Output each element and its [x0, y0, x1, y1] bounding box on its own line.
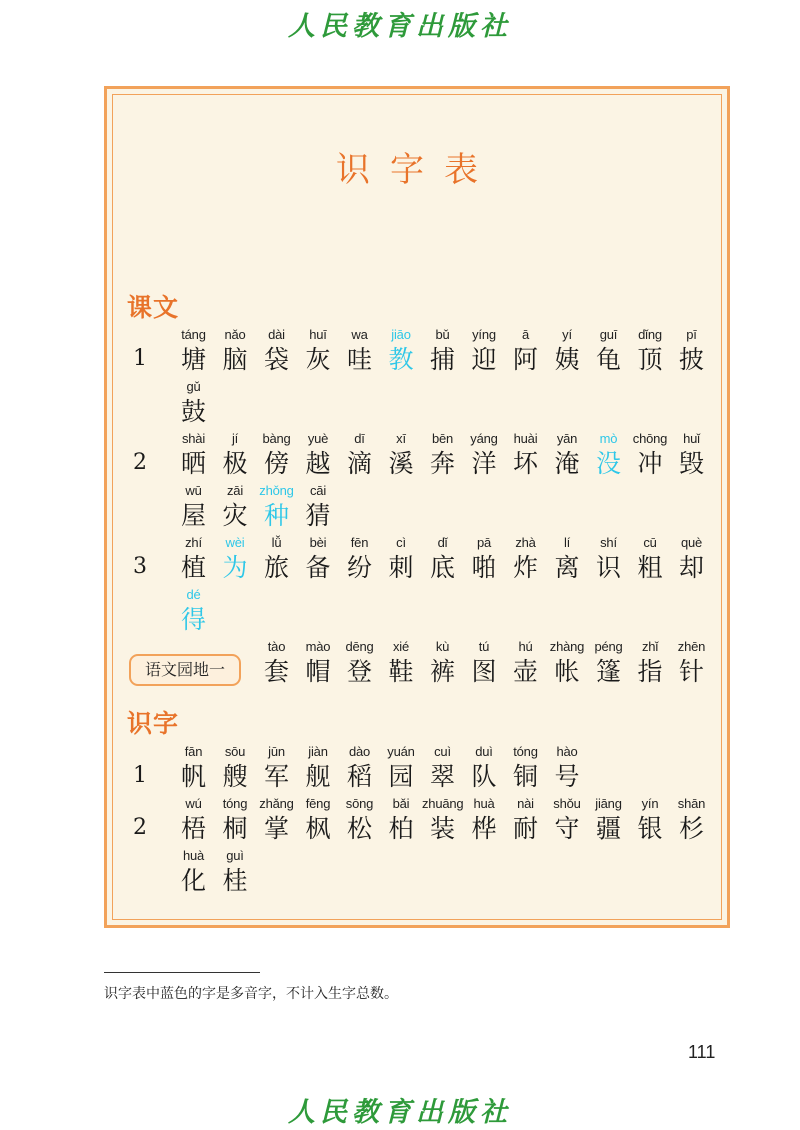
hanzi: 套 — [263, 657, 289, 686]
hanzi: 刺 — [388, 553, 414, 582]
pinyin: zhēn — [677, 639, 706, 654]
pinyin: zhí — [185, 535, 202, 550]
hanzi: 屋 — [180, 501, 206, 530]
pinyin: ā — [521, 327, 530, 342]
character-cell — [505, 744, 546, 794]
pinyin: mò — [599, 431, 618, 446]
pinyin: què — [680, 535, 703, 550]
publisher-footer: 人民教育出版社 — [288, 1097, 512, 1128]
garden-row — [0, 639, 800, 691]
character-cell — [547, 744, 588, 794]
character-cell — [298, 796, 339, 846]
hanzi: 没 — [595, 449, 621, 478]
pinyin: kù — [435, 639, 450, 654]
pinyin: zhǐ — [641, 639, 659, 654]
character-cell — [215, 744, 256, 794]
hanzi: 却 — [678, 553, 704, 582]
hanzi: 顶 — [637, 345, 663, 374]
character-cell — [339, 431, 380, 481]
hanzi: 梧 — [180, 814, 206, 843]
lesson-number: 2 — [133, 450, 147, 475]
pinyin: dǐ — [437, 535, 448, 550]
hanzi: 纷 — [346, 553, 372, 582]
pinyin: zāi — [226, 483, 244, 498]
hanzi: 鞋 — [388, 657, 414, 686]
hanzi: 登 — [346, 657, 372, 686]
hanzi: 袋 — [263, 345, 289, 374]
pinyin: dēng — [345, 639, 374, 654]
pinyin: guī — [599, 327, 618, 342]
pinyin: pā — [476, 535, 492, 550]
pinyin: gǔ — [186, 379, 201, 394]
lesson-number: 2 — [133, 815, 147, 840]
hanzi: 裤 — [429, 657, 455, 686]
hanzi: 篷 — [595, 657, 621, 686]
pinyin: jiāng — [595, 796, 622, 811]
character-cell — [215, 327, 256, 377]
hanzi: 姨 — [554, 345, 580, 374]
hanzi: 备 — [305, 553, 331, 582]
hanzi: 化 — [180, 866, 206, 895]
character-cell — [547, 327, 588, 377]
hanzi: 离 — [554, 553, 580, 582]
hanzi: 旅 — [263, 553, 289, 582]
character-cell — [464, 327, 505, 377]
character-cell — [671, 327, 712, 377]
hanzi: 队 — [471, 762, 497, 791]
pinyin: shān — [677, 796, 706, 811]
publisher-header: 人民教育出版社 — [288, 11, 512, 42]
pinyin: wū — [185, 483, 202, 498]
hanzi: 帆 — [180, 762, 206, 791]
lesson-number: 3 — [133, 554, 147, 579]
section-title-kewen: 课文 — [127, 293, 180, 322]
pinyin: lǚ — [271, 535, 282, 550]
character-cell — [173, 483, 214, 533]
character-cell — [547, 535, 588, 585]
lesson-row — [0, 379, 800, 431]
pinyin: yáng — [470, 431, 498, 446]
character-cell — [298, 431, 339, 481]
pinyin: lí — [563, 535, 571, 550]
character-cell — [630, 535, 671, 585]
lesson-number: 1 — [133, 763, 147, 788]
page-number: 111 — [688, 1042, 716, 1062]
pinyin: tóng — [222, 796, 248, 811]
character-cell — [298, 639, 339, 689]
character-cell — [215, 431, 256, 481]
pinyin: wú — [185, 796, 202, 811]
pinyin: mào — [305, 639, 331, 654]
character-cell — [464, 796, 505, 846]
pinyin: bèi — [309, 535, 327, 550]
hanzi: 帽 — [305, 657, 331, 686]
character-cell — [588, 535, 629, 585]
lesson-row — [0, 431, 800, 483]
character-cell — [422, 744, 463, 794]
hanzi: 铜 — [512, 762, 538, 791]
character-cell — [630, 327, 671, 377]
character-cell — [215, 483, 256, 533]
hanzi: 龟 — [595, 345, 621, 374]
pinyin: huài — [513, 431, 538, 446]
character-cell — [256, 796, 297, 846]
hanzi: 柏 — [388, 814, 414, 843]
hanzi: 教 — [388, 345, 414, 374]
pinyin: cāi — [309, 483, 327, 498]
character-cell — [547, 431, 588, 481]
polyphone-character-cell — [381, 327, 422, 377]
pinyin: cì — [396, 535, 406, 550]
pinyin: chōng — [632, 431, 668, 446]
character-cell — [173, 431, 214, 481]
pinyin: huǐ — [683, 431, 700, 446]
pinyin: yān — [556, 431, 578, 446]
character-cell — [588, 639, 629, 689]
hanzi: 得 — [180, 605, 206, 634]
hanzi: 奔 — [429, 449, 455, 478]
character-cell — [464, 639, 505, 689]
hanzi: 疆 — [595, 814, 621, 843]
character-cell — [339, 535, 380, 585]
pinyin: táng — [181, 327, 206, 342]
character-cell — [422, 535, 463, 585]
hanzi: 桐 — [222, 814, 248, 843]
character-cell — [422, 796, 463, 846]
pinyin: guì — [226, 848, 244, 863]
character-cell — [630, 639, 671, 689]
character-cell — [671, 639, 712, 689]
hanzi: 艘 — [222, 762, 248, 791]
pinyin: dǐng — [638, 327, 662, 342]
footnote: 识字表中蓝色的字是多音字，不计入生字总数。 — [104, 986, 398, 1002]
pinyin: zhàng — [549, 639, 585, 654]
hanzi: 猜 — [305, 501, 331, 530]
hanzi: 枫 — [305, 814, 331, 843]
hanzi: 翠 — [429, 762, 455, 791]
hanzi: 脑 — [222, 345, 248, 374]
pinyin: dī — [354, 431, 365, 446]
pinyin: shí — [600, 535, 617, 550]
lesson-row — [0, 483, 800, 535]
pinyin: yuè — [307, 431, 329, 446]
pinyin: wa — [351, 327, 368, 342]
pinyin: nǎo — [224, 327, 246, 342]
pinyin: cuì — [434, 744, 451, 759]
character-cell — [464, 535, 505, 585]
character-cell — [298, 483, 339, 533]
hanzi: 植 — [180, 553, 206, 582]
character-cell — [671, 535, 712, 585]
hanzi: 针 — [678, 657, 704, 686]
pinyin: yín — [641, 796, 659, 811]
pinyin: bēn — [431, 431, 454, 446]
pinyin: fēn — [350, 535, 369, 550]
pinyin: huī — [309, 327, 327, 342]
polyphone-character-cell — [215, 535, 256, 585]
hanzi: 银 — [637, 814, 663, 843]
hanzi: 阿 — [512, 345, 538, 374]
character-cell — [173, 379, 214, 429]
hanzi: 哇 — [346, 345, 372, 374]
hanzi: 种 — [263, 501, 289, 530]
character-cell — [298, 327, 339, 377]
character-cell — [422, 431, 463, 481]
character-cell — [671, 431, 712, 481]
pinyin: sōng — [345, 796, 374, 811]
hanzi: 极 — [222, 449, 248, 478]
pinyin: bǎi — [392, 796, 410, 811]
character-cell — [505, 535, 546, 585]
character-cell — [547, 639, 588, 689]
character-cell — [381, 796, 422, 846]
pinyin: yuán — [387, 744, 415, 759]
hanzi: 捕 — [429, 345, 455, 374]
hanzi: 底 — [429, 553, 455, 582]
pinyin: tóng — [513, 744, 538, 759]
hanzi: 壶 — [512, 657, 538, 686]
hanzi: 守 — [554, 814, 580, 843]
character-cell — [422, 327, 463, 377]
pinyin: xī — [396, 431, 406, 446]
hanzi: 炸 — [512, 553, 538, 582]
character-cell — [173, 744, 214, 794]
lesson-row — [0, 744, 800, 796]
pinyin: shǒu — [553, 796, 581, 811]
hanzi: 洋 — [471, 449, 497, 478]
page-title: 识字表 — [336, 150, 498, 190]
pinyin: jiàn — [308, 744, 328, 759]
lesson-row — [0, 848, 800, 900]
character-cell — [256, 327, 297, 377]
character-cell — [588, 327, 629, 377]
polyphone-character-cell — [256, 483, 297, 533]
pinyin: pī — [686, 327, 697, 342]
pinyin: nài — [517, 796, 534, 811]
lesson-row — [0, 796, 800, 848]
hanzi: 溪 — [388, 449, 414, 478]
pinyin: bǔ — [435, 327, 450, 342]
character-cell — [256, 431, 297, 481]
pinyin: tú — [478, 639, 490, 654]
hanzi: 松 — [346, 814, 372, 843]
pinyin: xié — [392, 639, 410, 654]
character-cell — [422, 639, 463, 689]
character-cell — [505, 639, 546, 689]
hanzi: 杉 — [678, 814, 704, 843]
pinyin: zhuāng — [422, 796, 464, 811]
hanzi: 号 — [554, 762, 580, 791]
polyphone-character-cell — [588, 431, 629, 481]
hanzi: 军 — [263, 762, 289, 791]
pinyin: zhǒng — [259, 483, 294, 498]
character-cell — [505, 431, 546, 481]
hanzi: 粗 — [637, 553, 663, 582]
character-cell — [381, 639, 422, 689]
character-cell — [464, 431, 505, 481]
hanzi: 园 — [388, 762, 414, 791]
pinyin: zhǎng — [259, 796, 294, 811]
hanzi: 披 — [678, 345, 704, 374]
hanzi: 稻 — [346, 762, 372, 791]
pinyin: huà — [473, 796, 495, 811]
hanzi: 帐 — [554, 657, 580, 686]
pinyin: wèi — [225, 535, 245, 550]
pinyin: hào — [556, 744, 578, 759]
hanzi: 越 — [305, 449, 331, 478]
character-cell — [339, 744, 380, 794]
character-cell — [381, 431, 422, 481]
character-cell — [298, 744, 339, 794]
pinyin: jiāo — [391, 327, 411, 342]
character-cell — [381, 535, 422, 585]
hanzi: 鼓 — [180, 397, 206, 426]
hanzi: 耐 — [512, 814, 538, 843]
hanzi: 冲 — [637, 449, 663, 478]
pinyin: dào — [348, 744, 371, 759]
hanzi: 桦 — [471, 814, 497, 843]
character-cell — [505, 796, 546, 846]
pinyin: huà — [182, 848, 205, 863]
character-cell — [339, 327, 380, 377]
character-cell — [630, 431, 671, 481]
hanzi: 灰 — [305, 345, 331, 374]
pinyin: dài — [268, 327, 285, 342]
character-cell — [256, 535, 297, 585]
pinyin: fēng — [305, 796, 331, 811]
pinyin: péng — [594, 639, 623, 654]
pinyin: yíng — [472, 327, 496, 342]
pinyin: sōu — [224, 744, 246, 759]
pinyin: bàng — [262, 431, 291, 446]
character-cell — [630, 796, 671, 846]
pinyin: hú — [518, 639, 533, 654]
footnote-divider — [104, 972, 260, 973]
pinyin: fān — [184, 744, 203, 759]
character-cell — [588, 796, 629, 846]
character-cell — [173, 327, 214, 377]
pinyin: duì — [475, 744, 493, 759]
pinyin: dé — [186, 587, 201, 602]
character-cell — [339, 796, 380, 846]
lesson-row — [0, 327, 800, 379]
polyphone-character-cell — [173, 587, 214, 637]
character-cell — [173, 535, 214, 585]
pinyin: jūn — [268, 744, 285, 759]
character-cell — [256, 744, 297, 794]
pinyin: cū — [643, 535, 657, 550]
hanzi: 迎 — [471, 345, 497, 374]
character-cell — [464, 744, 505, 794]
hanzi: 指 — [637, 657, 663, 686]
character-cell — [505, 327, 546, 377]
pinyin: jí — [231, 431, 239, 446]
hanzi: 装 — [429, 814, 455, 843]
character-cell — [173, 796, 214, 846]
hanzi: 啪 — [471, 553, 497, 582]
hanzi: 舰 — [305, 762, 331, 791]
hanzi: 掌 — [263, 814, 289, 843]
hanzi: 灾 — [222, 501, 248, 530]
lesson-row — [0, 587, 800, 639]
character-cell — [671, 796, 712, 846]
pinyin: shài — [181, 431, 206, 446]
hanzi: 为 — [222, 553, 248, 582]
hanzi: 桂 — [222, 866, 248, 895]
character-cell — [215, 848, 256, 898]
garden-label-badge: 语文园地一 — [129, 654, 241, 686]
character-cell — [381, 744, 422, 794]
pinyin: zhà — [515, 535, 536, 550]
lesson-number: 1 — [133, 346, 147, 371]
hanzi: 晒 — [180, 449, 206, 478]
character-cell — [298, 535, 339, 585]
character-cell — [256, 639, 297, 689]
hanzi: 滴 — [346, 449, 372, 478]
character-cell — [215, 796, 256, 846]
hanzi: 淹 — [554, 449, 580, 478]
pinyin: tào — [267, 639, 286, 654]
character-cell — [173, 848, 214, 898]
lesson-row — [0, 535, 800, 587]
character-cell — [547, 796, 588, 846]
hanzi: 傍 — [263, 449, 289, 478]
hanzi: 识 — [595, 553, 621, 582]
hanzi: 图 — [471, 657, 497, 686]
pinyin: yí — [562, 327, 572, 342]
hanzi: 坏 — [512, 449, 538, 478]
hanzi: 毁 — [678, 449, 704, 478]
section-title-shizi: 识字 — [127, 709, 180, 738]
character-cell — [339, 639, 380, 689]
hanzi: 塘 — [180, 345, 206, 374]
